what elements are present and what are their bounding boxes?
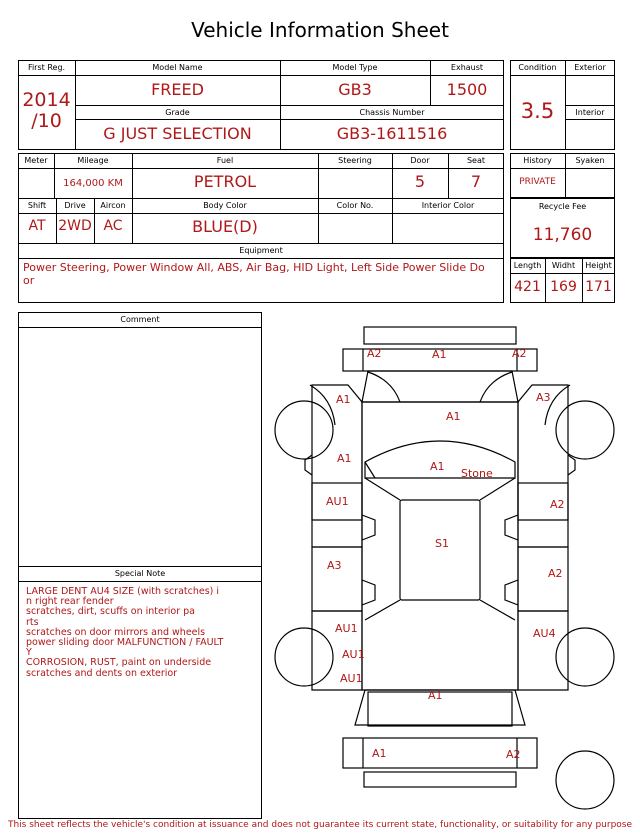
meter-label: Meter (24, 156, 48, 165)
width-label: Widht (551, 261, 576, 270)
damage-mark: A2 (548, 567, 563, 580)
condition-label: Condition (518, 63, 557, 72)
length-label: Length (513, 261, 542, 270)
damage-mark: A1 (336, 393, 351, 406)
steering-label: Steering (338, 156, 372, 165)
sheet-title: Vehicle Information Sheet (191, 18, 449, 42)
mileage-label: Mileage (77, 156, 109, 165)
fuel-label: Fuel (216, 156, 234, 165)
damage-mark: AU1 (326, 495, 349, 508)
shift-label: Shift (27, 201, 47, 210)
special-note-line: scratches and dents on exterior (26, 667, 178, 679)
damage-mark: AU1 (340, 672, 363, 685)
fuel-value: PETROL (193, 172, 257, 191)
damage-mark: A1 (428, 689, 443, 702)
first-reg-label: First Reg. (27, 63, 66, 72)
damage-mark: AU4 (533, 627, 556, 640)
special-note-line: LARGE DENT AU4 SIZE (with scratches) i (26, 586, 220, 597)
special-note-line: Y (26, 647, 32, 659)
car-damage-diagram (270, 320, 620, 820)
seat-label: Seat (466, 156, 486, 165)
special-note-label: Special Note (114, 569, 166, 578)
equipment-line-2: or (23, 274, 35, 287)
special-note-text (26, 587, 258, 679)
grade-label: Grade (165, 108, 190, 117)
damage-mark: A3 (536, 391, 551, 404)
history-value: PRIVATE (519, 177, 556, 187)
drive-label: Drive (64, 201, 86, 210)
width-value: 169 (550, 279, 577, 295)
special-note-line: rts (26, 616, 39, 628)
model-name-value: FREED (151, 80, 204, 99)
height-value: 171 (585, 279, 612, 295)
history-label: History (523, 156, 552, 165)
special-note-line: CORROSION, RUST, paint on underside (26, 657, 212, 669)
damage-mark: A1 (372, 747, 387, 760)
model-name-label: Model Name (152, 63, 203, 72)
door-label: Door (410, 156, 430, 165)
recycle-fee-value: 11,760 (532, 225, 593, 245)
grade-value: G JUST SELECTION (103, 124, 252, 143)
chassis-number-value: GB3-1611516 (336, 124, 448, 143)
damage-mark: A1 (430, 460, 445, 473)
special-note-line: scratches, dirt, scuffs on interior pa (26, 606, 195, 618)
special-note-line: n right rear fender (26, 596, 114, 608)
damage-mark: A2 (367, 347, 382, 360)
shift-value: AT (28, 218, 46, 234)
interior-color-label: Interior Color (421, 201, 475, 210)
damage-mark: A1 (446, 410, 461, 423)
model-type-value: GB3 (338, 80, 372, 99)
damage-mark: Stone (461, 467, 493, 480)
length-value: 421 (514, 279, 541, 295)
color-no-label: Color No. (336, 201, 374, 210)
chassis-number-label: Chassis Number (359, 108, 425, 117)
syaken-label: Syaken (575, 156, 605, 165)
body-color-value: BLUE(D) (192, 217, 258, 236)
exterior-label: Exterior (574, 63, 606, 72)
special-note-line: power sliding door MALFUNCTION / FAULT (26, 637, 224, 649)
door-value: 5 (414, 172, 426, 191)
disclaimer-footer: This sheet reflects the vehicle's condition at issuance and does not guarantee its current state, functionality, or suitability for any purpose (7, 820, 633, 830)
damage-mark: A3 (327, 559, 342, 572)
first-reg-month: /10 (31, 110, 62, 132)
equipment-label: Equipment (239, 246, 283, 255)
model-type-label: Model Type (332, 63, 378, 72)
damage-mark: A2 (512, 347, 527, 360)
seat-value: 7 (470, 172, 482, 191)
exhaust-value: 1500 (446, 80, 488, 99)
mileage-value: 164,000 KM (63, 178, 123, 189)
damage-mark: A2 (550, 498, 565, 511)
damage-mark: A2 (506, 748, 521, 761)
recycle-fee-label: Recycle Fee (538, 202, 587, 211)
damage-mark: S1 (435, 537, 449, 550)
damage-mark: AU1 (342, 648, 365, 661)
exhaust-label: Exhaust (450, 63, 484, 72)
damage-mark: AU1 (335, 622, 358, 635)
body-color-label: Body Color (203, 201, 247, 210)
equipment-line-1: Power Steering, Power Window All, ABS, Air Bag, HID Light, Left Side Power Slide Do (23, 261, 485, 274)
special-note-line: scratches on door mirrors and wheels (26, 626, 206, 638)
comment-label: Comment (120, 315, 160, 324)
height-label: Height (585, 261, 612, 270)
condition-value: 3.5 (520, 99, 555, 123)
damage-mark: A1 (337, 452, 352, 465)
interior-label: Interior (575, 108, 605, 117)
first-reg-year: 2014 (22, 89, 71, 111)
aircon-value: AC (103, 218, 123, 234)
aircon-label: Aircon (100, 201, 126, 210)
damage-mark: A1 (432, 348, 447, 361)
drive-value: 2WD (58, 218, 92, 234)
